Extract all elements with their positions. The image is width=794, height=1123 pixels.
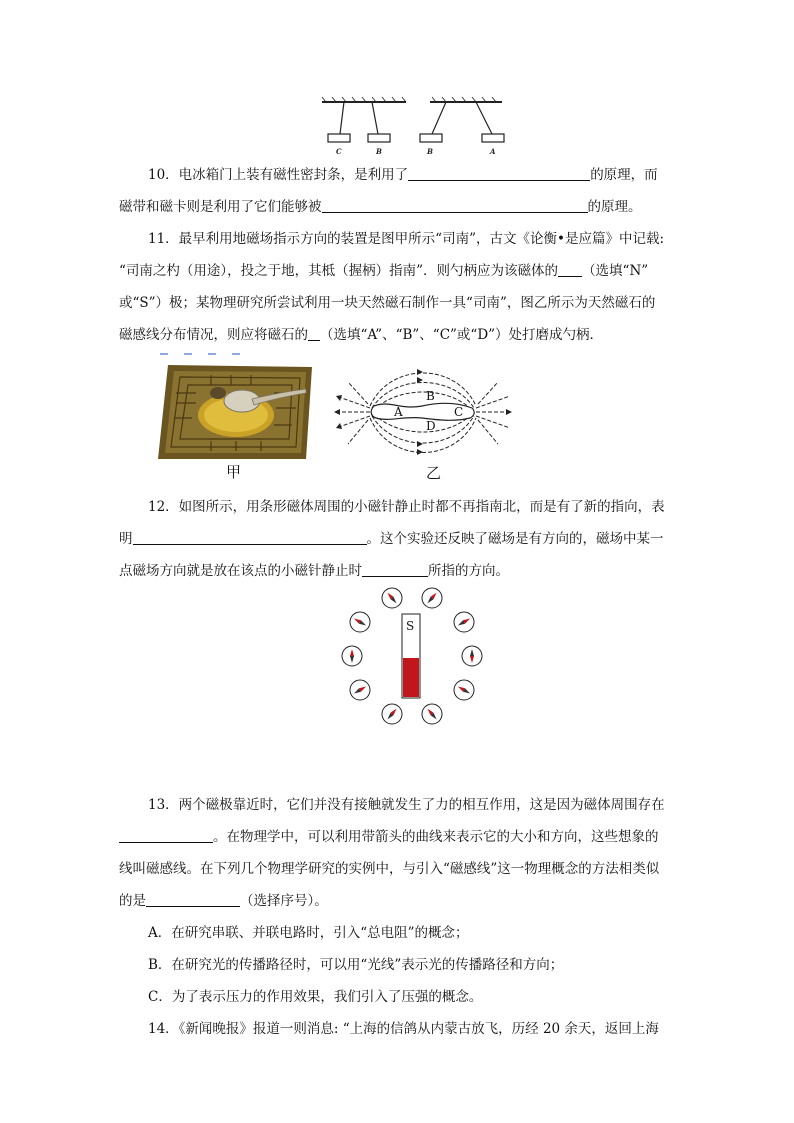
q12-blank1[interactable] (133, 530, 367, 545)
q13-text-a: 。在物理学中，可以利用带箭头的曲线来表示它的大小和方向，这些想象的 (213, 829, 659, 845)
q11-line4 (119, 325, 675, 345)
q13-text-b: 的是 (119, 893, 146, 909)
q10-blank1[interactable] (408, 166, 590, 181)
q13-line4 (119, 891, 675, 911)
q11-text-a: “司南之杓（用途），投之于地，其柢（握柄）指南”．则勺柄应为该磁体的 (119, 263, 559, 279)
compass-2 (422, 588, 442, 608)
q12-line3 (119, 561, 675, 581)
compass-1 (382, 588, 402, 608)
point-label-c: C (454, 405, 464, 419)
q12-line2 (119, 529, 675, 549)
q13-blank2[interactable] (146, 892, 240, 907)
q13-line2 (119, 827, 675, 847)
compass-9 (382, 704, 402, 724)
point-label-b: B (426, 389, 435, 403)
q13-option-c: C．为了表示压力的作用效果，我们引入了压强的概念。 (148, 989, 483, 1005)
compass-8 (454, 680, 474, 700)
q13-line3: 线叫磁感线。在下列几个物理学研究的实例中，与引入“磁感线”这一物理概念的方法相类似 (119, 861, 660, 877)
q12-text-a: 明 (119, 531, 133, 547)
q12-text-d: 所指的方向。 (428, 563, 509, 579)
q13-line1: 13．两个磁极靠近时，它们并没有接触就发生了力的相互作用，这是因为磁体周围存在 (148, 797, 665, 813)
q10-line2 (119, 197, 675, 217)
q13-option-b: B．在研究光的传播路径时，可以用“光线”表示光的传播路径和方向； (148, 957, 564, 973)
point-label-a: A (394, 405, 403, 419)
compass-6 (462, 646, 482, 666)
magnet-pole-s: S (406, 619, 415, 633)
q11-text-c: 磁感线分布情况，则应将磁石的 (119, 327, 308, 343)
caption-yi: 乙 (426, 464, 442, 482)
q13-option-a: A．在研究串联、并联电路时，引入“总电阻”的概念； (148, 925, 469, 941)
decorative-dashes (158, 350, 248, 358)
q11-blank1[interactable] (558, 262, 582, 277)
q10-blank2[interactable] (322, 198, 588, 213)
compass-10 (422, 704, 442, 724)
point-label-d: D (426, 419, 436, 433)
q12-blank2[interactable] (362, 562, 428, 577)
compass-3 (350, 612, 370, 632)
q11-line3: 或“S”）极；某物理研究所尝试利用一块天然磁石制作一具“司南”，图乙所示为天然磁石的 (119, 295, 656, 311)
magnet-label-a: A (490, 147, 496, 156)
q11-line2 (119, 261, 675, 281)
q13-blank1[interactable] (119, 828, 213, 843)
q10-text-c: 磁带和磁卡则是利用了它们能够被 (119, 199, 322, 215)
suspended-magnets-figure (316, 96, 516, 158)
caption-jia: 甲 (226, 463, 242, 481)
q10-text-d: 的原理。 (587, 199, 642, 215)
bar-magnet-compass-figure (336, 584, 488, 730)
q14-line1: 14．《新闻晚报》报道一则消息: “上海的信鸽从内蒙古放飞，历经 20 余天，返回上海 (148, 1021, 659, 1037)
magnet-label-b2: B (427, 147, 433, 156)
q12-text-b: 。这个实验还反映了磁场是有方向的，磁场中某一 (366, 531, 664, 547)
magnet-label-c: C (336, 147, 342, 156)
q10-text-b: 的原理，而 (590, 167, 658, 183)
bar-magnet-north-half (403, 658, 419, 697)
q13-text-c: （选择序号）。 (240, 893, 328, 909)
sinan-compass-image (156, 363, 314, 461)
q10-text-a: 10．电冰箱门上装有磁性密封条，是利用了 (148, 167, 409, 183)
q11-text-d: （选填“A”、“B”、“C”或“D”）处打磨成勺柄． (320, 327, 604, 343)
compass-5 (342, 646, 362, 666)
compass-4 (454, 612, 474, 632)
lodestone-field-lines (330, 368, 516, 464)
q12-text-c: 点磁场方向就是放在该点的小磁针静止时 (119, 563, 362, 579)
q11-text-b: （选填“N” (582, 263, 649, 279)
q11-blank2[interactable] (308, 326, 320, 341)
q10-line1 (148, 165, 704, 185)
magnet-label-b1: B (376, 147, 382, 156)
q12-line1: 12．如图所示，用条形磁体周围的小磁针静止时都不再指南北，而是有了新的指向，表 (148, 499, 665, 515)
compass-7 (350, 680, 370, 700)
q11-line1: 11．最早利用地磁场指示方向的装置是图甲所示“司南”，古文《论衡•是应篇》中记载: (148, 231, 664, 247)
